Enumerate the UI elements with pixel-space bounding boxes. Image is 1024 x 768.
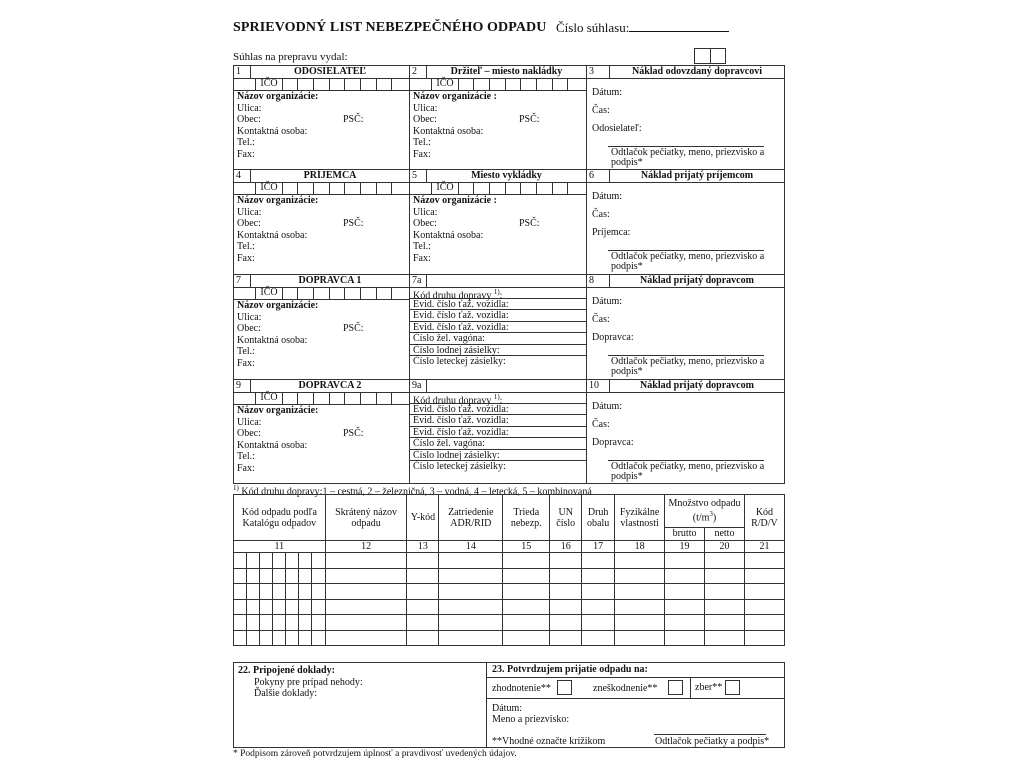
address-fields[interactable] (237, 405, 406, 474)
table-row[interactable] (234, 553, 785, 569)
fax-label: Fax: (237, 148, 255, 160)
section-carrier-1 (233, 274, 410, 380)
zip-label: PSČ: (343, 428, 364, 439)
ico-label: IČO (256, 182, 283, 194)
section-title: Náklad odovzdaný dopravcovi (631, 66, 763, 77)
col-header-gross: brutto (665, 527, 705, 540)
ico-label: IČO (432, 78, 459, 90)
table-row[interactable] (234, 615, 785, 631)
transport-code-text: Kód druhu dopravy (413, 290, 492, 302)
col-number: 16 (550, 541, 582, 553)
tel-label: Tel.: (237, 137, 255, 148)
section-title: DOPRAVCA 1 (298, 275, 362, 286)
section-number: 8 (587, 275, 610, 287)
section-handed-to-carrier (586, 65, 785, 170)
accident-instructions-label: Pokyny pre prípad nehody: (254, 677, 363, 688)
footnote-ref: 1) (493, 393, 500, 401)
city-label: Obec: (237, 218, 261, 229)
col-header-quantity (665, 495, 745, 528)
time-label[interactable]: Čas: (592, 419, 610, 430)
col-number: 21 (744, 541, 784, 553)
disposal-checkbox[interactable] (668, 680, 683, 695)
col-number: 18 (615, 541, 665, 553)
section-title: 23. Potvrdzujem prijatie odpadu na: (492, 664, 648, 675)
org-name-label: Názov organizácie : (413, 91, 497, 102)
section-title: DOPRAVCA 2 (298, 380, 362, 391)
date-label[interactable]: Dátum: (592, 87, 622, 98)
section-carrier-2 (233, 379, 410, 484)
col-header-hazard-class: Trieda nebezp. (503, 495, 550, 541)
fax-label: Fax: (237, 357, 255, 369)
tel-label: Tel.: (237, 346, 255, 357)
recovery-checkbox[interactable] (557, 680, 572, 695)
zip-label: PSČ: (343, 323, 364, 334)
ico-field[interactable] (234, 182, 409, 195)
section-number: 7 (234, 275, 251, 287)
address-fields[interactable] (237, 300, 406, 369)
street-label: Ulica: (237, 102, 262, 114)
city-label: Obec: (237, 428, 261, 439)
org-name-label: Názov organizácie: (237, 405, 319, 416)
section-waste-acceptance (487, 662, 785, 748)
contact-label: Kontaktná osoba: (413, 229, 484, 241)
transport-fields[interactable] (410, 392, 586, 483)
org-name-label: Názov organizácie: (237, 195, 319, 206)
org-name-label: Názov organizácie: (237, 91, 319, 102)
col-number: 11 (234, 541, 326, 553)
vehicle-number-2[interactable]: Evid. číslo ťaž. vozidla: (410, 415, 586, 427)
col-number: 17 (582, 541, 615, 553)
time-label[interactable]: Čas: (592, 314, 610, 325)
table-row[interactable] (234, 584, 785, 600)
col-number: 14 (439, 541, 503, 553)
ico-label: IČO (256, 287, 283, 299)
transport-code-label[interactable]: Kód druhu dopravy $^{1)}$: (410, 287, 586, 299)
acceptance-options (487, 677, 784, 699)
section-transport-2 (409, 379, 587, 484)
section-title: Náklad prijatý dopravcom (640, 380, 754, 391)
section-title: 22. Pripojené doklady: (238, 665, 335, 676)
ship-shipment-number[interactable]: Číslo lodnej zásielky: (410, 345, 586, 357)
party-label[interactable]: Dopravca: (592, 437, 634, 448)
consent-checkboxes[interactable] (694, 48, 726, 64)
signature-caption: Odtlačok pečiatky a podpis* (655, 736, 770, 747)
zip-label: PSČ: (343, 218, 364, 229)
table-row[interactable] (234, 599, 785, 615)
section-number: 5 (410, 170, 427, 182)
address-fields[interactable] (413, 91, 583, 160)
party-label[interactable]: Príjemca: (592, 227, 631, 238)
city-label: Obec: (413, 114, 437, 125)
consent-box-2[interactable] (711, 48, 727, 64)
tel-label: Tel.: (237, 241, 255, 252)
section-sender (233, 65, 410, 170)
footnote-text: Kód druhu dopravy:1 – cestná, 2 – železničná, 3 – vodná, 4 – letecká, 5 – kombinovaná (238, 486, 592, 498)
transport-consent-label: Súhlas na prepravu vydal: (233, 51, 348, 63)
zip-label: PSČ: (519, 114, 540, 125)
col-header-adr-rid: Zatriedenie ADR/RID (439, 495, 503, 541)
vehicle-number-3[interactable]: Evid. číslo ťaž. vozidla: (410, 322, 586, 334)
ico-field[interactable] (410, 78, 586, 91)
col-header-packaging: Druh obalu (582, 495, 615, 541)
col-header-y-code: Y-kód (407, 495, 439, 541)
table-row[interactable] (234, 568, 785, 584)
signature-caption: Odtlačok pečiatky, meno, priezvisko a podpis* (611, 461, 765, 482)
street-label: Ulica: (413, 206, 438, 218)
section-holder-loading (409, 65, 587, 170)
quantity-sup: 3 (709, 510, 713, 519)
col-number: 19 (665, 541, 705, 553)
air-shipment-number[interactable]: Číslo leteckej zásielky: (413, 461, 506, 472)
tel-label: Tel.: (413, 241, 431, 252)
ico-label: IČO (432, 182, 459, 194)
fax-label: Fax: (237, 252, 255, 264)
fax-label: Fax: (413, 148, 431, 160)
section-unloading-place (409, 169, 587, 275)
vehicle-number-1[interactable]: Evid. číslo ťaž. vozidla: (410, 299, 586, 311)
vehicle-number-2[interactable]: Evid. číslo ťaž. vozidla: (410, 310, 586, 322)
signature-caption: Odtlačok pečiatky, meno, priezvisko a podpis* (611, 147, 765, 168)
time-label[interactable]: Čas: (592, 105, 610, 116)
signature-footnote: * Podpisom zároveň potvrdzujem úplnosť a pravdivosť uvedených údajov. (233, 749, 517, 759)
col-number: 13 (407, 541, 439, 553)
tel-label: Tel.: (237, 451, 255, 462)
contact-label: Kontaktná osoba: (413, 125, 484, 137)
fax-label: Fax: (413, 252, 431, 264)
air-shipment-number[interactable]: Číslo leteckej zásielky: (413, 356, 506, 367)
street-label: Ulica: (413, 102, 438, 114)
transport-fields[interactable] (410, 287, 586, 379)
signature-caption: Odtlačok pečiatky, meno, priezvisko a podpis* (611, 356, 765, 377)
mark-note: **Vhodné označte krížikom (492, 736, 606, 747)
col-header-waste-code: Kód odpadu podľa Katalógu odpadov (234, 495, 326, 541)
address-fields[interactable] (413, 195, 583, 264)
contact-label: Kontaktná osoba: (237, 439, 308, 451)
col-number: 15 (503, 541, 550, 553)
quantity-close: ) (712, 512, 717, 524)
ico-field[interactable] (234, 392, 409, 405)
tel-label: Tel.: (413, 137, 431, 148)
city-label: Obec: (237, 114, 261, 125)
section-number: 2 (410, 66, 427, 78)
section-number: 10 (587, 380, 610, 392)
ico-label: IČO (256, 392, 283, 404)
other-documents-label: Ďalšie doklady: (254, 688, 318, 699)
vehicle-number-3[interactable]: Evid. číslo ťaž. vozidla: (410, 427, 586, 439)
form-title: SPRIEVODNÝ LIST NEBEZPEČNÉHO ODPADU (233, 20, 547, 35)
recovery-label: zhodnotenie** (492, 683, 551, 694)
contact-label: Kontaktná osoba: (237, 125, 308, 137)
section-recipient (233, 169, 410, 275)
col-header-net: netto (705, 527, 745, 540)
transport-code-label[interactable]: Kód druhu dopravy $^{1)}$: (410, 392, 586, 404)
name-label[interactable]: Meno a priezvisko: (492, 714, 570, 725)
footnote-ref: 1) (493, 288, 500, 296)
contact-label: Kontaktná osoba: (237, 334, 308, 346)
section-title: PRÍJEMCA (303, 170, 357, 181)
date-label[interactable]: Dátum: (592, 191, 622, 202)
street-label: Ulica: (237, 206, 262, 218)
ship-shipment-number[interactable]: Číslo lodnej zásielky: (410, 450, 586, 462)
date-label[interactable]: Dátum: (492, 703, 522, 714)
col-number: 12 (325, 541, 407, 553)
zip-label: PSČ: (343, 114, 364, 125)
col-header-waste-name: Skrátený názov odpadu (325, 495, 407, 541)
city-label: Obec: (237, 323, 261, 334)
ico-field[interactable] (234, 287, 409, 300)
wagon-number[interactable]: Číslo žel. vagóna: (410, 438, 586, 450)
street-label: Ulica: (237, 311, 262, 323)
footnote-marker: 1) (233, 484, 239, 492)
waste-table (233, 494, 785, 646)
wagon-number[interactable]: Číslo žel. vagóna: (410, 333, 586, 345)
zip-label: PSČ: (519, 218, 540, 229)
org-name-label: Názov organizácie: (237, 300, 319, 311)
section-number: 4 (234, 170, 251, 182)
section-transport-1 (409, 274, 587, 380)
col-header-physical-properties: Fyzikálne vlastnosti (615, 495, 665, 541)
ico-field[interactable] (410, 182, 586, 195)
col-header-un-number: UN číslo (550, 495, 582, 541)
fax-label: Fax: (237, 462, 255, 474)
section-title: Držiteľ – miesto nakládky (450, 66, 563, 77)
ico-label: IČO (256, 78, 283, 90)
section-received-by-carrier-2 (586, 379, 785, 484)
org-name-label: Názov organizácie : (413, 195, 497, 206)
address-fields[interactable] (237, 91, 406, 160)
address-fields[interactable] (237, 195, 406, 264)
party-label[interactable]: Odosielateľ: (592, 123, 642, 134)
section-number: 1 (234, 66, 251, 78)
party-label[interactable]: Dopravca: (592, 332, 634, 343)
section-number: 9a (410, 380, 427, 392)
section-attached-documents[interactable] (233, 662, 487, 748)
section-title: Náklad prijatý príjemcom (640, 170, 754, 181)
consent-number-label: Číslo súhlasu: (556, 20, 630, 35)
consent-number-field[interactable] (556, 20, 729, 36)
signature-line[interactable] (654, 734, 766, 735)
ico-field[interactable] (234, 78, 409, 91)
street-label: Ulica: (237, 416, 262, 428)
col-number: 20 (705, 541, 745, 553)
section-received-by-carrier-1 (586, 274, 785, 380)
section-number: 3 (587, 66, 610, 78)
collection-label: zber** (690, 678, 722, 698)
vehicle-number-1[interactable]: Evid. číslo ťaž. vozidla: (410, 404, 586, 416)
col-header-rdv-code: Kód R/D/V (744, 495, 784, 541)
date-label[interactable]: Dátum: (592, 401, 622, 412)
quantity-text: Množstvo odpadu (t/m (668, 498, 741, 524)
section-number: 7a (410, 275, 427, 287)
section-title: Miesto vykládky (471, 170, 542, 181)
section-title: Náklad prijatý dopravcom (640, 275, 754, 286)
consent-box-1[interactable] (694, 48, 711, 64)
section-number: 9 (234, 380, 251, 392)
contact-label: Kontaktná osoba: (237, 229, 308, 241)
section-number: 6 (587, 170, 610, 182)
table-row[interactable] (234, 630, 785, 646)
time-label[interactable]: Čas: (592, 209, 610, 220)
collection-checkbox[interactable] (725, 680, 740, 695)
disposal-label: zneškodnenie** (593, 683, 658, 694)
section-title: ODOSIELATEĽ (293, 66, 367, 77)
signature-caption: Odtlačok pečiatky, meno, priezvisko a podpis* (611, 251, 765, 272)
consent-number-line[interactable] (629, 20, 729, 32)
date-label[interactable]: Dátum: (592, 296, 622, 307)
section-received-by-recipient (586, 169, 785, 275)
city-label: Obec: (413, 218, 437, 229)
transport-code-text: Kód druhu dopravy (413, 395, 492, 407)
